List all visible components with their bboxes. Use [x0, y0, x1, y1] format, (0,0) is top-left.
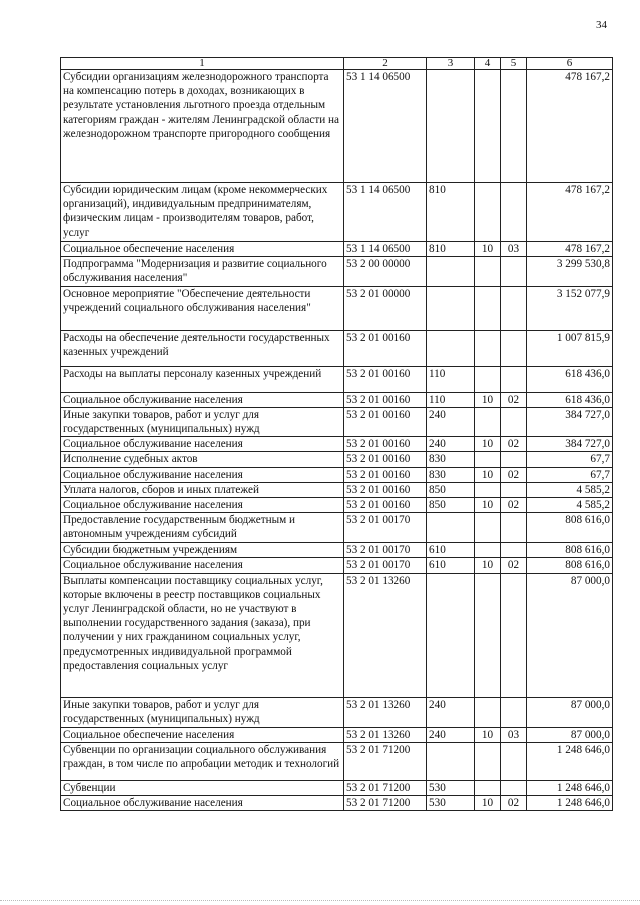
table-row: [61, 407, 613, 436]
header-cell: 3: [427, 58, 475, 70]
cell-pr: [501, 330, 527, 366]
cell-vr: 830: [427, 452, 475, 467]
cell-sum: 384 727,0: [527, 437, 613, 452]
table-row: [61, 467, 613, 482]
cell-rz: [475, 407, 501, 436]
table-row: [61, 437, 613, 452]
cell-code: 53 2 01 00170: [344, 543, 427, 558]
cell-sum: 87 000,0: [527, 697, 613, 727]
cell-vr: 240: [427, 407, 475, 436]
cell-pr: 02: [501, 392, 527, 407]
cell-sum: 478 167,2: [527, 183, 613, 242]
cell-rz: [475, 742, 501, 780]
cell-name: Социальное обслуживание населения: [61, 467, 344, 482]
cell-code: 53 1 14 06500: [344, 183, 427, 242]
cell-rz: 10: [475, 727, 501, 742]
cell-sum: 384 727,0: [527, 407, 613, 436]
cell-pr: [501, 183, 527, 242]
cell-code: 53 2 01 00170: [344, 558, 427, 573]
cell-code: 53 2 01 00160: [344, 437, 427, 452]
page-number: 34: [596, 19, 607, 31]
cell-code: 53 2 01 00160: [344, 467, 427, 482]
table-row: [61, 796, 613, 811]
cell-vr: 850: [427, 482, 475, 497]
cell-rz: [475, 366, 501, 392]
cell-sum: 808 616,0: [527, 543, 613, 558]
cell-sum: 1 248 646,0: [527, 780, 613, 795]
cell-name: Расходы на выплаты персоналу казенных учреждений: [61, 366, 344, 392]
cell-sum: 4 585,2: [527, 482, 613, 497]
cell-sum: 1 248 646,0: [527, 742, 613, 780]
cell-pr: [501, 780, 527, 795]
table-row: [61, 482, 613, 497]
cell-vr: [427, 513, 475, 543]
cell-pr: 03: [501, 242, 527, 257]
cell-name: Социальное обслуживание населения: [61, 558, 344, 573]
cell-rz: [475, 697, 501, 727]
cell-rz: 10: [475, 498, 501, 513]
cell-code: 53 2 01 00000: [344, 286, 427, 330]
cell-vr: 810: [427, 183, 475, 242]
cell-code: 53 2 01 00160: [344, 366, 427, 392]
cell-sum: 808 616,0: [527, 513, 613, 543]
cell-sum: 478 167,2: [527, 70, 613, 183]
cell-name: Расходы на обеспечение деятельности государственных казенных учреждений: [61, 330, 344, 366]
cell-rz: [475, 482, 501, 497]
table-row: [61, 366, 613, 392]
cell-pr: [501, 366, 527, 392]
cell-name: Субсидии бюджетным учреждениям: [61, 543, 344, 558]
cell-code: 53 1 14 06500: [344, 242, 427, 257]
table-row: [61, 780, 613, 795]
cell-pr: [501, 513, 527, 543]
cell-sum: 4 585,2: [527, 498, 613, 513]
cell-sum: 1 007 815,9: [527, 330, 613, 366]
cell-code: 53 2 01 13260: [344, 697, 427, 727]
cell-rz: 10: [475, 796, 501, 811]
table-row: [61, 242, 613, 257]
table-row: [61, 513, 613, 543]
cell-vr: 850: [427, 498, 475, 513]
cell-pr: [501, 407, 527, 436]
cell-code: 53 2 01 00160: [344, 392, 427, 407]
cell-rz: [475, 183, 501, 242]
cell-vr: 830: [427, 467, 475, 482]
cell-name: Иные закупки товаров, работ и услуг для государственных (муниципальных) нужд: [61, 407, 344, 436]
table-row: [61, 573, 613, 697]
cell-vr: [427, 573, 475, 697]
cell-sum: 1 248 646,0: [527, 796, 613, 811]
table-row: [61, 742, 613, 780]
cell-name: Социальное обслуживание населения: [61, 392, 344, 407]
header-cell: 5: [501, 58, 527, 70]
cell-rz: [475, 286, 501, 330]
cell-name: Социальное обеспечение населения: [61, 242, 344, 257]
cell-vr: 110: [427, 366, 475, 392]
cell-pr: [501, 70, 527, 183]
cell-vr: 610: [427, 543, 475, 558]
cell-sum: 618 436,0: [527, 366, 613, 392]
cell-rz: [475, 780, 501, 795]
cell-rz: 10: [475, 437, 501, 452]
cell-rz: [475, 70, 501, 183]
cell-rz: 10: [475, 392, 501, 407]
table-row: [61, 558, 613, 573]
cell-code: 53 2 01 00160: [344, 330, 427, 366]
cell-code: 53 2 01 00160: [344, 452, 427, 467]
cell-pr: [501, 482, 527, 497]
cell-name: Социальное обслуживание населения: [61, 498, 344, 513]
cell-name: Выплаты компенсации поставщику социальных услуг, которые включены в реестр поставщиков социальных услуг Ленинградской области, но не участвуют в выполнении государственного задания (заказа), при получении у них гражданином социальных услуг, предусмотренных индивидуальной программой предоставления социальных услуг: [61, 573, 344, 697]
cell-code: 53 2 01 13260: [344, 573, 427, 697]
header-cell: 6: [527, 58, 613, 70]
cell-name: Иные закупки товаров, работ и услуг для государственных (муниципальных) нужд: [61, 697, 344, 727]
table-row: [61, 452, 613, 467]
cell-vr: 110: [427, 392, 475, 407]
table-row: [61, 498, 613, 513]
cell-name: Подпрограмма "Модернизация и развитие социального обслуживания населения": [61, 257, 344, 286]
cell-pr: 02: [501, 558, 527, 573]
cell-pr: [501, 742, 527, 780]
cell-name: Субвенции: [61, 780, 344, 795]
cell-sum: 67,7: [527, 452, 613, 467]
cell-vr: 810: [427, 242, 475, 257]
cell-sum: 87 000,0: [527, 573, 613, 697]
cell-name: Основное мероприятие "Обеспечение деятельности учреждений социального обслуживания населения": [61, 286, 344, 330]
cell-pr: 02: [501, 437, 527, 452]
cell-rz: [475, 330, 501, 366]
header-cell: 1: [61, 58, 344, 70]
cell-pr: [501, 697, 527, 727]
cell-sum: 3 152 077,9: [527, 286, 613, 330]
cell-vr: 610: [427, 558, 475, 573]
cell-rz: 10: [475, 242, 501, 257]
table-row: [61, 330, 613, 366]
table-header-row: [61, 58, 613, 70]
cell-pr: 02: [501, 796, 527, 811]
cell-rz: [475, 452, 501, 467]
cell-vr: [427, 70, 475, 183]
cell-rz: 10: [475, 467, 501, 482]
budget-table: [60, 57, 613, 811]
cell-pr: [501, 543, 527, 558]
cell-sum: 478 167,2: [527, 242, 613, 257]
cell-pr: [501, 286, 527, 330]
scan-edge-line: [0, 900, 640, 902]
cell-pr: 02: [501, 467, 527, 482]
cell-pr: [501, 452, 527, 467]
table-row: [61, 697, 613, 727]
cell-vr: [427, 286, 475, 330]
table-row: [61, 392, 613, 407]
cell-vr: 530: [427, 780, 475, 795]
cell-name: Социальное обслуживание населения: [61, 437, 344, 452]
cell-vr: 240: [427, 437, 475, 452]
cell-vr: 240: [427, 697, 475, 727]
cell-name: Предоставление государственным бюджетным и автономным учреждениям субсидий: [61, 513, 344, 543]
cell-rz: [475, 543, 501, 558]
cell-code: 53 2 01 13260: [344, 727, 427, 742]
cell-name: Социальное обслуживание населения: [61, 796, 344, 811]
cell-pr: 03: [501, 727, 527, 742]
cell-code: 53 2 01 00160: [344, 498, 427, 513]
cell-vr: [427, 257, 475, 286]
table-row: [61, 70, 613, 183]
header-cell: 2: [344, 58, 427, 70]
cell-name: Субсидии юридическим лицам (кроме некоммерческих организаций), индивидуальным предпринимателям, физическим лицам - производителям товаров, работ, услуг: [61, 183, 344, 242]
cell-vr: [427, 742, 475, 780]
cell-sum: 618 436,0: [527, 392, 613, 407]
cell-name: Исполнение судебных актов: [61, 452, 344, 467]
cell-vr: [427, 330, 475, 366]
cell-code: 53 2 01 71200: [344, 742, 427, 780]
table-row: [61, 543, 613, 558]
cell-name: Субсидии организациям железнодорожного транспорта на компенсацию потерь в доходах, возникающих в результате установления льготного проезда отдельным категориям граждан - жителям Ленинградской области на железнодорожном транспорте пригородного сообщения: [61, 70, 344, 183]
cell-rz: [475, 257, 501, 286]
cell-code: 53 1 14 06500: [344, 70, 427, 183]
header-cell: 4: [475, 58, 501, 70]
cell-code: 53 2 01 00160: [344, 482, 427, 497]
cell-sum: 87 000,0: [527, 727, 613, 742]
cell-pr: [501, 257, 527, 286]
table-row: [61, 183, 613, 242]
table-row: [61, 257, 613, 286]
table-row: [61, 286, 613, 330]
cell-name: Уплата налогов, сборов и иных платежей: [61, 482, 344, 497]
cell-code: 53 2 01 00170: [344, 513, 427, 543]
cell-vr: 240: [427, 727, 475, 742]
cell-name: Социальное обеспечение населения: [61, 727, 344, 742]
cell-pr: 02: [501, 498, 527, 513]
cell-rz: [475, 513, 501, 543]
cell-code: 53 2 01 00160: [344, 407, 427, 436]
cell-rz: 10: [475, 558, 501, 573]
cell-name: Субвенции по организации социального обслуживания граждан, в том числе по апробации методик и технологий: [61, 742, 344, 780]
cell-pr: [501, 573, 527, 697]
cell-rz: [475, 573, 501, 697]
cell-sum: 67,7: [527, 467, 613, 482]
cell-code: 53 2 01 71200: [344, 796, 427, 811]
cell-sum: 808 616,0: [527, 558, 613, 573]
table-row: [61, 727, 613, 742]
cell-vr: 530: [427, 796, 475, 811]
cell-sum: 3 299 530,8: [527, 257, 613, 286]
cell-code: 53 2 01 71200: [344, 780, 427, 795]
cell-code: 53 2 00 00000: [344, 257, 427, 286]
